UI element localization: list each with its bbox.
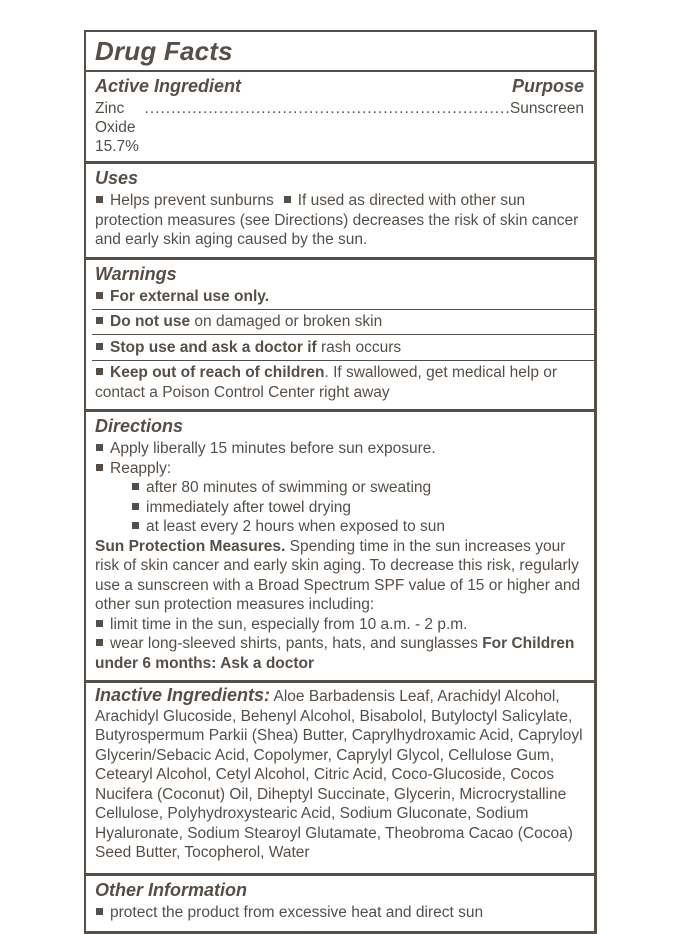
warning-item xyxy=(95,363,584,402)
ingredient-name: Zinc Oxide 15.7% xyxy=(95,100,139,155)
section-title xyxy=(86,32,594,70)
directions-bullet-text: Apply liberally 15 minutes before sun exposure. xyxy=(110,440,436,457)
sub-bullet-text: after 80 minutes of swimming or sweating xyxy=(146,479,432,496)
bullet-icon xyxy=(96,317,103,324)
sun-protection-bullet-text: wear long-sleeved shirts, pants, hats, and sunglasses xyxy=(110,635,483,652)
warning-bold-text: For external use only. xyxy=(110,287,270,305)
directions-bullet xyxy=(95,459,584,479)
section-uses xyxy=(86,161,594,257)
section-directions xyxy=(86,409,594,680)
bullet-icon xyxy=(96,908,103,915)
other-information-bullet xyxy=(95,903,584,923)
sub-bullet-text: at least every 2 hours when exposed to sun xyxy=(146,518,445,535)
directions-bullet xyxy=(95,439,584,459)
sun-protection-paragraph xyxy=(95,537,584,615)
directions-sub-bullet xyxy=(95,517,584,537)
warning-item xyxy=(95,312,584,332)
purpose-value: Sunscreen xyxy=(509,100,584,117)
children-advice-bold: For Children under 6 months: Ask a doctor xyxy=(95,635,575,672)
drug-facts-title: Drug Facts xyxy=(95,36,233,66)
warning-item xyxy=(95,287,584,307)
inactive-ingredients-paragraph xyxy=(95,686,584,863)
sun-protection-bullet xyxy=(95,615,584,635)
directions-sub-bullet xyxy=(95,478,584,498)
warning-bold-text: Keep out of reach of children xyxy=(110,364,325,381)
other-information-heading: Other Information xyxy=(95,879,247,900)
directions-heading: Directions xyxy=(95,416,184,436)
warning-item xyxy=(95,338,584,358)
bullet-icon xyxy=(96,196,103,203)
section-warnings xyxy=(86,257,594,410)
warning-divider xyxy=(92,334,594,335)
uses-heading: Uses xyxy=(95,168,139,188)
inactive-ingredients-heading: Inactive Ingredients: xyxy=(95,685,271,705)
sun-protection-text: Spending time in the sun increases your risk of skin cancer and early skin aging. To decrease this risk, regularly use a sunscreen with a Broad Spectrum SPF value of 15 or higher and other sun protection measures including: xyxy=(95,537,581,613)
other-information-text: protect the product from excessive heat and direct sun xyxy=(110,903,484,921)
uses-bullet-2: If used as directed with other sun protection measures (see Directions) decreases the risk of skin cancer and early skin aging caused by the sun. xyxy=(95,192,579,248)
warning-text: on damaged or broken skin xyxy=(190,313,383,330)
warning-divider xyxy=(92,309,594,310)
bullet-icon xyxy=(96,343,103,350)
warning-bold-text: Do not use xyxy=(110,313,191,330)
sun-protection-lead: Sun Protection Measures. xyxy=(95,537,286,555)
purpose-heading: Purpose xyxy=(511,76,584,96)
inactive-ingredients-text: Aloe Barbadensis Leaf, Arachidyl Alcohol, Arachidyl Glucoside, Behenyl Alcohol, Bisabolol, Butyloctyl Salicylate, Butyrospermum Parkii (Shea) Butter, Caprylhydroxamic Acid, Capryloyl Glycerin/Sebacic Acid, Copolymer, Caprylyl Glycol, Cellulose Gum, Cetearyl Alcohol, Cetyl Alcohol, Citric Acid, Coco-Glucoside, Cocos Nucifera (Coconut) Oil, Diheptyl Succinate, Glycerin, Microcrystalline Cellulose, Polyhydroxystearic Acid, Sodium Gluconate, Sodium Hyaluronate, Sodium Stearoyl Glutamate, Theobroma Cacao (Cocoa) Seed Butter, Tocopherol, Water xyxy=(95,688,583,861)
directions-sub-bullet xyxy=(95,498,584,518)
section-inactive-ingredients xyxy=(86,680,594,873)
dot-leader xyxy=(145,99,510,118)
active-ingredient-heading: Active Ingredient xyxy=(95,76,242,96)
active-ingredient-row xyxy=(95,99,584,156)
uses-text xyxy=(95,191,584,250)
sun-protection-bullet xyxy=(95,634,584,673)
bullet-icon xyxy=(96,639,103,646)
bullet-icon xyxy=(96,464,103,471)
bullet-icon xyxy=(96,368,103,375)
bullet-icon xyxy=(96,292,103,299)
sub-bullet-text: immediately after towel drying xyxy=(146,498,352,516)
warnings-heading: Warnings xyxy=(95,263,177,284)
bullet-icon xyxy=(96,620,103,627)
bullet-icon xyxy=(132,522,139,529)
bullet-icon xyxy=(132,483,139,490)
drug-facts-label xyxy=(84,30,597,934)
warning-bold-text: Stop use and ask a doctor if xyxy=(110,338,317,356)
bullet-icon xyxy=(284,196,291,203)
sun-protection-bullet-text: limit time in the sun, especially from 10 a.m. - 2 p.m. xyxy=(110,615,468,633)
bullet-icon xyxy=(132,503,139,510)
section-other-information xyxy=(86,873,594,932)
bullet-icon xyxy=(96,444,103,451)
directions-bullet-text: Reapply: xyxy=(110,459,172,477)
warning-divider xyxy=(92,360,594,361)
warning-text: rash occurs xyxy=(316,338,402,356)
uses-bullet-1: Helps prevent sunburns xyxy=(110,192,274,209)
section-active-ingredient xyxy=(86,70,594,161)
warning-text: . If swallowed, get medical help or contact a Poison Control Center right away xyxy=(95,364,558,401)
